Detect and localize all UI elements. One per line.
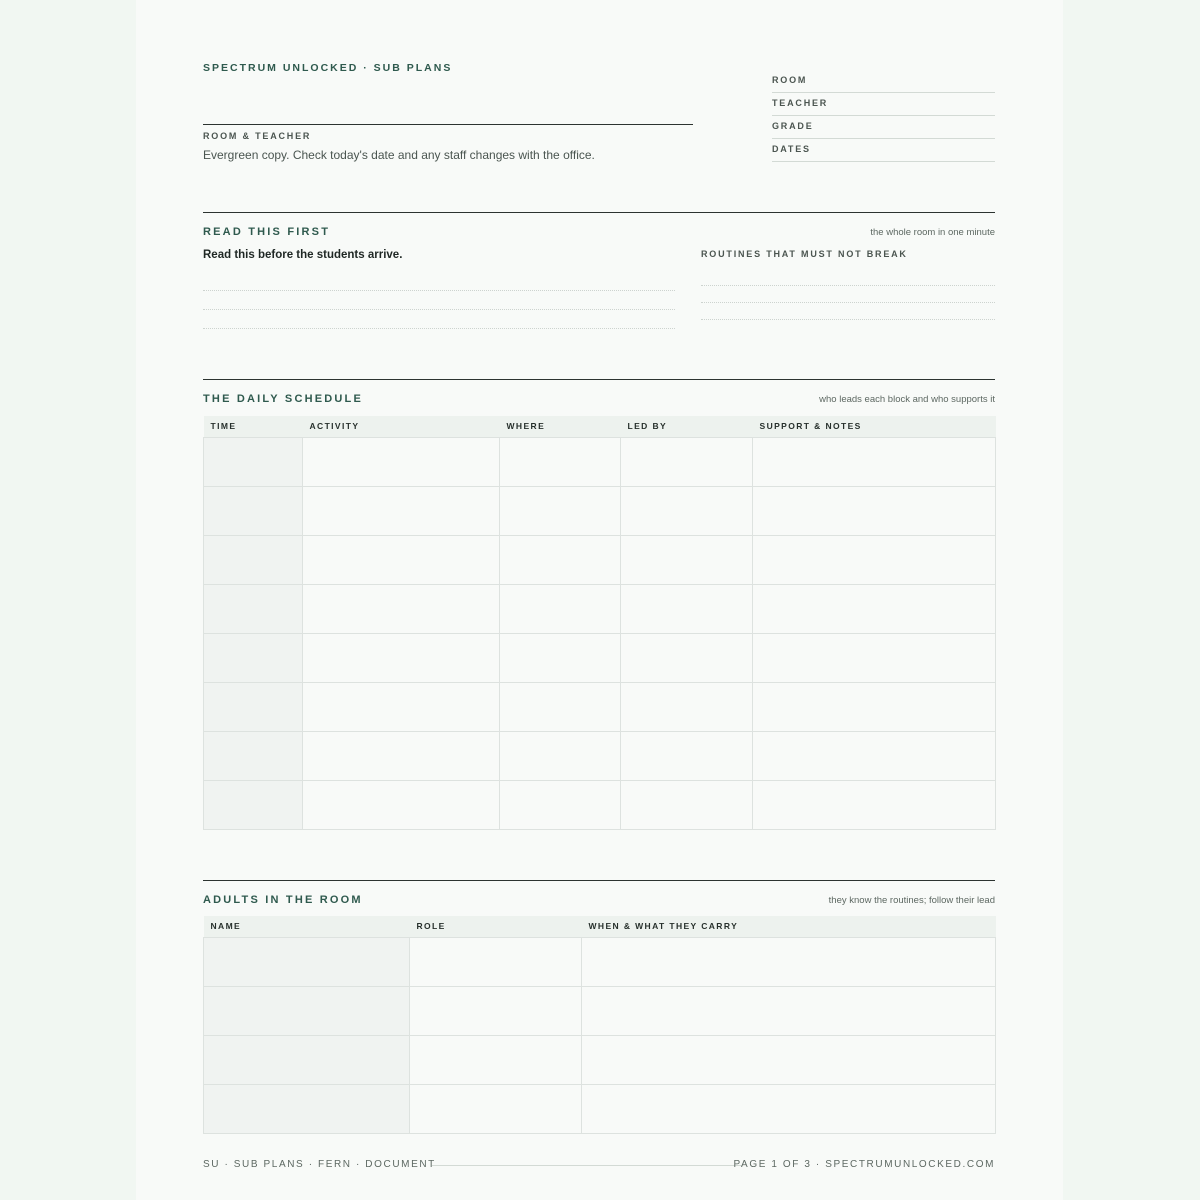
meta-field-label: GRADE [772, 121, 814, 131]
table-cell[interactable] [204, 584, 303, 633]
table-cell[interactable] [582, 986, 996, 1035]
table-cell[interactable] [303, 437, 500, 486]
column-header-activity: ACTIVITY [303, 416, 500, 437]
schedule-title: THE DAILY SCHEDULE [203, 393, 364, 405]
adults-title: ADULTS IN THE ROOM [203, 894, 363, 906]
table-cell[interactable] [500, 682, 621, 731]
footer-rule [432, 1165, 742, 1166]
table-cell[interactable] [753, 780, 996, 829]
writing-line[interactable] [203, 328, 675, 329]
table-cell[interactable] [204, 535, 303, 584]
table-cell[interactable] [753, 633, 996, 682]
table-row [204, 633, 996, 682]
column-header-when-what: WHEN & WHAT THEY CARRY [582, 916, 996, 937]
table-cell[interactable] [410, 986, 582, 1035]
table-cell[interactable] [753, 437, 996, 486]
table-cell[interactable] [303, 633, 500, 682]
column-header-where: WHERE [500, 416, 621, 437]
footer-left: SU · SUB PLANS · FERN · DOCUMENT [203, 1159, 436, 1170]
adults-table [203, 916, 996, 1134]
table-cell[interactable] [621, 584, 753, 633]
table-cell[interactable] [500, 486, 621, 535]
schedule-table [203, 416, 996, 830]
meta-field-label: ROOM [772, 75, 808, 85]
table-cell[interactable] [582, 1035, 996, 1084]
table-cell[interactable] [621, 731, 753, 780]
table-cell[interactable] [204, 633, 303, 682]
column-header-name: NAME [204, 916, 410, 937]
table-cell[interactable] [500, 731, 621, 780]
read-first-lead: Read this before the students arrive. [203, 249, 403, 261]
room-teacher-rule [203, 124, 693, 125]
table-row [204, 986, 996, 1035]
writing-line[interactable] [701, 302, 995, 303]
table-cell[interactable] [500, 535, 621, 584]
column-header-led-by: LED BY [621, 416, 753, 437]
meta-field-label: DATES [772, 144, 811, 154]
table-cell[interactable] [410, 1035, 582, 1084]
table-cell[interactable] [753, 731, 996, 780]
read-first-note: the whole room in one minute [870, 227, 995, 238]
table-row [204, 682, 996, 731]
table-row [204, 1084, 996, 1133]
meta-field-dates[interactable] [772, 139, 995, 162]
table-cell[interactable] [621, 486, 753, 535]
table-cell[interactable] [753, 486, 996, 535]
adults-note: they know the routines; follow their lead [828, 895, 995, 906]
table-cell[interactable] [410, 937, 582, 986]
table-cell[interactable] [204, 780, 303, 829]
table-cell[interactable] [303, 486, 500, 535]
table-row [204, 780, 996, 829]
table-row [204, 486, 996, 535]
table-cell[interactable] [500, 633, 621, 682]
document-page [136, 0, 1063, 1200]
section-rule [203, 880, 995, 881]
meta-field-label: TEACHER [772, 98, 829, 108]
table-cell[interactable] [582, 1084, 996, 1133]
table-cell[interactable] [500, 437, 621, 486]
table-cell[interactable] [621, 780, 753, 829]
table-cell[interactable] [204, 1035, 410, 1084]
table-cell[interactable] [303, 584, 500, 633]
table-cell[interactable] [621, 682, 753, 731]
table-cell[interactable] [204, 486, 303, 535]
writing-line[interactable] [203, 309, 675, 310]
table-cell[interactable] [621, 633, 753, 682]
column-header-role: ROLE [410, 916, 582, 937]
table-row [204, 535, 996, 584]
adults-header-row [204, 916, 996, 937]
table-cell[interactable] [303, 731, 500, 780]
table-cell[interactable] [500, 584, 621, 633]
adults-body [204, 937, 996, 1133]
table-cell[interactable] [303, 682, 500, 731]
table-cell[interactable] [753, 584, 996, 633]
table-cell[interactable] [204, 937, 410, 986]
table-cell[interactable] [204, 682, 303, 731]
table-cell[interactable] [204, 731, 303, 780]
schedule-header-row [204, 416, 996, 437]
table-cell[interactable] [204, 986, 410, 1035]
writing-line[interactable] [203, 290, 675, 291]
table-cell[interactable] [204, 1084, 410, 1133]
schedule-body [204, 437, 996, 829]
table-cell[interactable] [204, 437, 303, 486]
room-teacher-note: Evergreen copy. Check today's date and any staff changes with the office. [203, 148, 595, 162]
table-row [204, 731, 996, 780]
table-row [204, 1035, 996, 1084]
writing-line[interactable] [701, 285, 995, 286]
schedule-note: who leads each block and who supports it [819, 394, 995, 405]
column-header-time: TIME [204, 416, 303, 437]
table-cell[interactable] [753, 535, 996, 584]
meta-field-room[interactable] [772, 70, 995, 93]
meta-field-teacher[interactable] [772, 93, 995, 116]
column-header-support-notes: SUPPORT & NOTES [753, 416, 996, 437]
section-rule [203, 379, 995, 380]
table-cell[interactable] [621, 437, 753, 486]
writing-line[interactable] [701, 319, 995, 320]
table-cell[interactable] [303, 535, 500, 584]
meta-field-grade[interactable] [772, 116, 995, 139]
table-cell[interactable] [582, 937, 996, 986]
table-row [204, 584, 996, 633]
section-rule [203, 212, 995, 213]
table-cell[interactable] [621, 535, 753, 584]
table-cell[interactable] [500, 780, 621, 829]
routines-label: ROUTINES THAT MUST NOT BREAK [701, 249, 908, 259]
table-row [204, 937, 996, 986]
read-first-title: READ THIS FIRST [203, 226, 331, 238]
room-teacher-label: ROOM & TEACHER [203, 131, 312, 141]
table-cell[interactable] [303, 780, 500, 829]
table-row [204, 437, 996, 486]
table-cell[interactable] [753, 682, 996, 731]
brand-title: SPECTRUM UNLOCKED · SUB PLANS [203, 62, 453, 74]
footer-right: PAGE 1 OF 3 · SPECTRUMUNLOCKED.COM [733, 1159, 995, 1170]
table-cell[interactable] [410, 1084, 582, 1133]
